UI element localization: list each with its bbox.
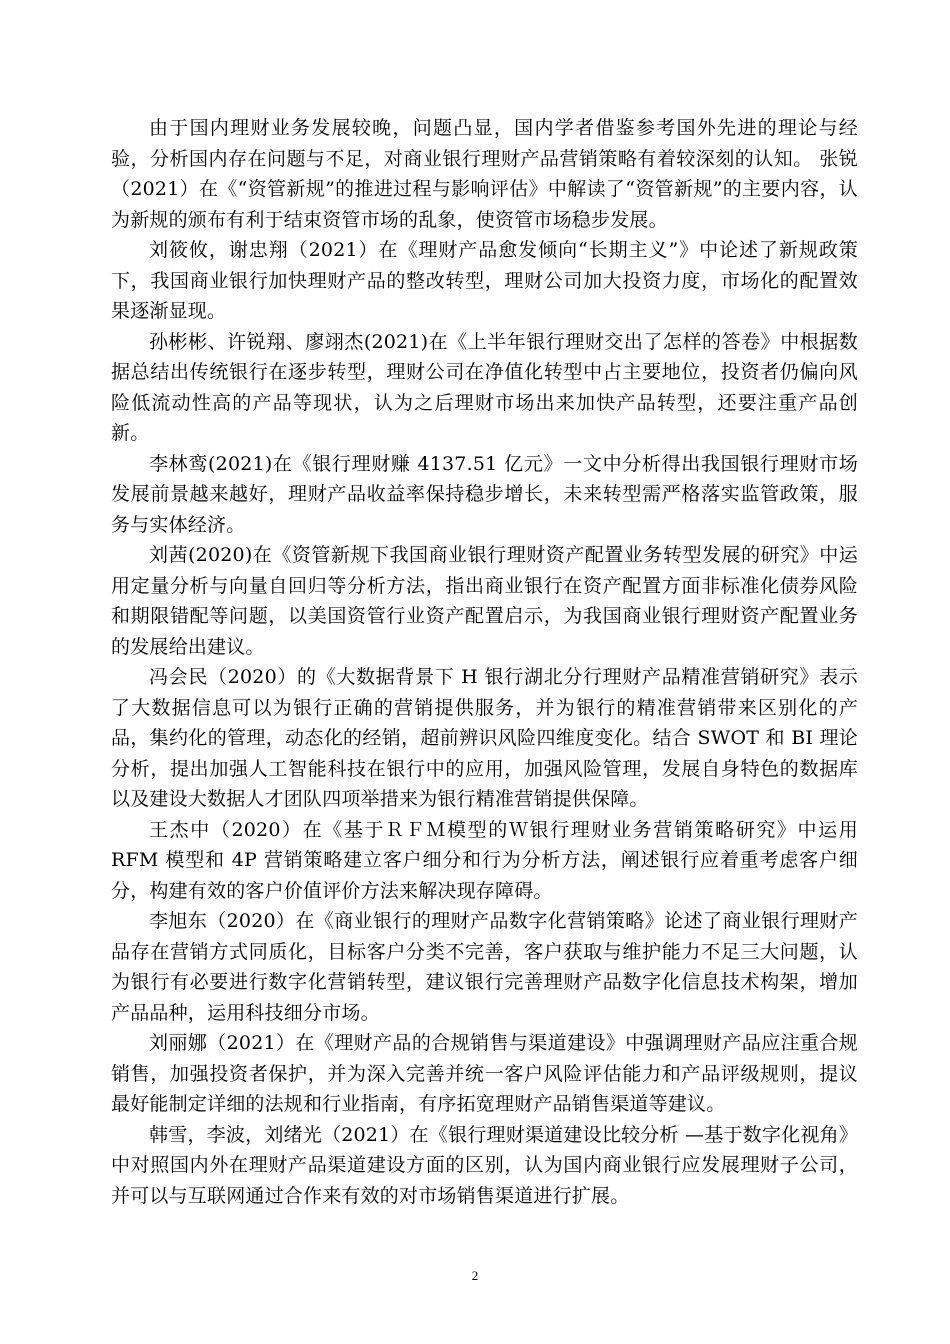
paragraph-7: 王杰中（2020）在《基于ＲＦＭ模型的Ｗ银行理财业务营销策略研究》中运用 RFM 模型和 4P 营销策略建立客户细分和行为分析方法，阐述银行应着重考虑客户细分，构建有效的客户价值评价方法来解决现存障碍。	[111, 818, 858, 902]
paragraph-5: 刘茜(2020)在《资管新规下我国商业银行理财资产配置业务转型发展的研究》中运用定量分析与向量自回归等分析方法，指出商业银行在资产配置方面非标准化债券风险和期限错配等问题，以美国资管行业资产配置启示，为我国商业银行理财资产配置业务的发展给出建议。	[111, 544, 858, 658]
paragraph-1: 由于国内理财业务发展较晚，问题凸显，国内学者借鉴参考国外先进的理论与经验，分析国内存在问题与不足，对商业银行理财产品营销策略有着较深刻的认知。 张锐（2021）在《“资管新规”的推进过程与影响评估》中解读了“资管新规”的主要内容，认为新规的颁布有利于结束资管市场的乱象，使资管市场稳步发展。	[111, 117, 858, 231]
paragraph-8: 李旭东（2020）在《商业银行的理财产品数字化营销策略》论述了商业银行理财产品存在营销方式同质化，目标客户分类不完善，客户获取与维护能力不足三大问题，认为银行有必要进行数字化营销转型，建议银行完善理财产品数字化信息技术构架，增加产品品种，运用科技细分市场。	[111, 910, 858, 1024]
document-body	[111, 113, 858, 1211]
paragraph-2: 刘筱攸，谢忠翔（2021）在《理财产品愈发倾向“长期主义”》中论述了新规政策下，我国商业银行加快理财产品的整改转型，理财公司加大投资力度，市场化的配置效果逐渐显现。	[111, 239, 858, 322]
paragraph-9: 刘丽娜（2021）在《理财产品的合规销售与渠道建设》中强调理财产品应注重合规销售，加强投资者保护，并为深入完善并统一客户风险评估能力和产品评级规则，提议最好能制定详细的法规和行业指南，有序拓宽理财产品销售渠道等建议。	[111, 1032, 858, 1115]
paragraph-6: 冯会民（2020）的《大数据背景下 H 银行湖北分行理财产品精准营销研究》表示了大数据信息可以为银行正确的营销提供服务，并为银行的精准营销带来区别化的产品，集约化的管理，动态化的经销，超前辨识风险四维度变化。结合 SWOT 和 BI 理论分析，提出加强人工智能科技在银行中的应用，加强风险管理，发展自身特色的数据库以及建设大数据人才团队四项举措来为银行精准营销提供保障。	[111, 666, 858, 810]
page-number: 2	[471, 1268, 479, 1283]
paragraph-4: 李林鸾(2021)在《银行理财赚 4137.51 亿元》一文中分析得出我国银行理财市场发展前景越来越好，理财产品收益率保持稳步增长，未来转型需严格落实监管政策，服务与实体经济。	[111, 452, 858, 536]
paragraph-10: 韩雪，李波，刘绪光（2021）在《银行理财渠道建设比较分析 —基于数字化视角》中对照国内外在理财产品渠道建设方面的区别，认为国内商业银行应发展理财子公司，并可以与互联网通过合作来有效的对市场销售渠道进行扩展。	[111, 1123, 858, 1207]
paragraph-3: 孙彬彬、许锐翔、廖翊杰(2021)在《上半年银行理财交出了怎样的答卷》中根据数据总结出传统银行在逐步转型，理财公司在净值化转型中占主要地位，投资者仍偏向风险低流动性高的产品等现状，认为之后理财市场出来加快产品转型，还要注重产品创新。	[111, 330, 858, 444]
